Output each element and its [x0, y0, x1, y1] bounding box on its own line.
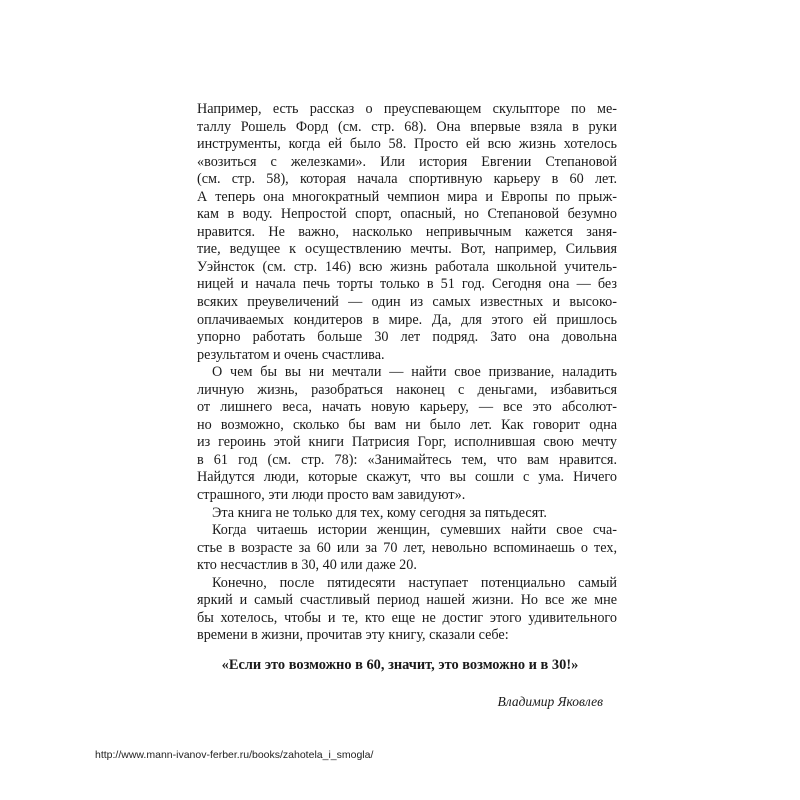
text-line: А теперь она многократный чемпион мира и Европы по прыж-: [197, 188, 617, 205]
text-line: Например, есть рассказ о преуспевающем скульпторе по ме-: [197, 101, 617, 117]
text-line: от лишнего веса, начать новую карьеру, — все это абсолют-: [197, 399, 617, 416]
text-line: «возиться с железками». Или история Евгении Степановой: [197, 153, 617, 170]
text-line: всяких преувеличений — один из самых известных и высоко-: [197, 294, 617, 311]
footer-url-link[interactable]: http://www.mann-ivanov-ferber.ru/books/zahotela_i_smogla/: [95, 749, 374, 761]
text-line: (см. стр. 58), которая начала спортивную карьеру в 60 лет.: [197, 171, 617, 188]
text-line: тие, ведущее к осуществлению мечты. Вот, например, Сильвия: [197, 241, 617, 258]
author-signature: Владимир Яковлев: [497, 694, 603, 709]
body-text: [197, 101, 617, 645]
text-line: нравится. Не важно, насколько непривычным кажется заня-: [197, 223, 617, 240]
text-line: упорно работать больше 30 лет подряд. Зато она довольна: [197, 329, 617, 346]
text-line: но возможно, сколько бы вам ни было лет. Как говорит одна: [197, 416, 617, 433]
text-line: яркий и самый счастливый период нашей жизни. Но все же мне: [197, 592, 617, 609]
text-line: таллу Рошель Форд (см. стр. 68). Она впервые взяла в руки: [197, 118, 617, 135]
text-line: оплачиваемых кондитеров в мире. Да, для этого ей пришлось: [197, 311, 617, 328]
text-line: из героинь этой книги Патрисия Горг, исполнившая свою мечту: [197, 434, 617, 451]
text-line: результатом и очень счастлива.: [197, 346, 385, 363]
text-line: кам в воду. Непростой спорт, опасный, но Степановой безумно: [197, 206, 617, 223]
text-line: О чем бы вы ни мечтали — найти свое призвание, наладить: [212, 364, 617, 381]
text-line: Уэйнсток (см. стр. 146) всю жизнь работала школьной учитель-: [197, 258, 617, 275]
text-line: страшного, эти люди просто вам завидуют».: [197, 487, 466, 504]
text-line: Когда читаешь истории женщин, сумевших найти свое сча-: [212, 522, 617, 539]
text-line: времени в жизни, прочитав эту книгу, сказали себе:: [197, 627, 509, 644]
text-line: Найдутся люди, которые скажут, что вы сошли с ума. Ничего: [197, 469, 617, 486]
text-line: стье в возрасте за 60 или за 70 лет, невольно вспоминаешь о тех,: [197, 539, 617, 556]
text-line: в 61 год (см. стр. 78): «Занимайтесь тем, что вам нравится.: [197, 451, 617, 468]
text-line: личную жизнь, разобраться наконец с деньгами, избавиться: [197, 381, 617, 398]
pull-quote: «Если это возможно в 60, значит, это возможно и в 30!»: [221, 657, 579, 673]
text-line: инструменты, когда ей было 58. Просто ей всю жизнь хотелось: [197, 136, 617, 153]
text-line: бы хотелось, чтобы и те, кто еще не достиг этого удивительного: [197, 609, 617, 626]
text-line: кто несчастлив в 30, 40 или даже 20.: [197, 557, 417, 574]
text-line: Эта книга не только для тех, кому сегодня за пятьдесят.: [212, 504, 547, 521]
text-line: Конечно, после пятидесяти наступает потенциально самый: [212, 574, 617, 591]
text-line: ницей и начала печь торты только в 51 год. Сегодня она — без: [197, 276, 617, 293]
